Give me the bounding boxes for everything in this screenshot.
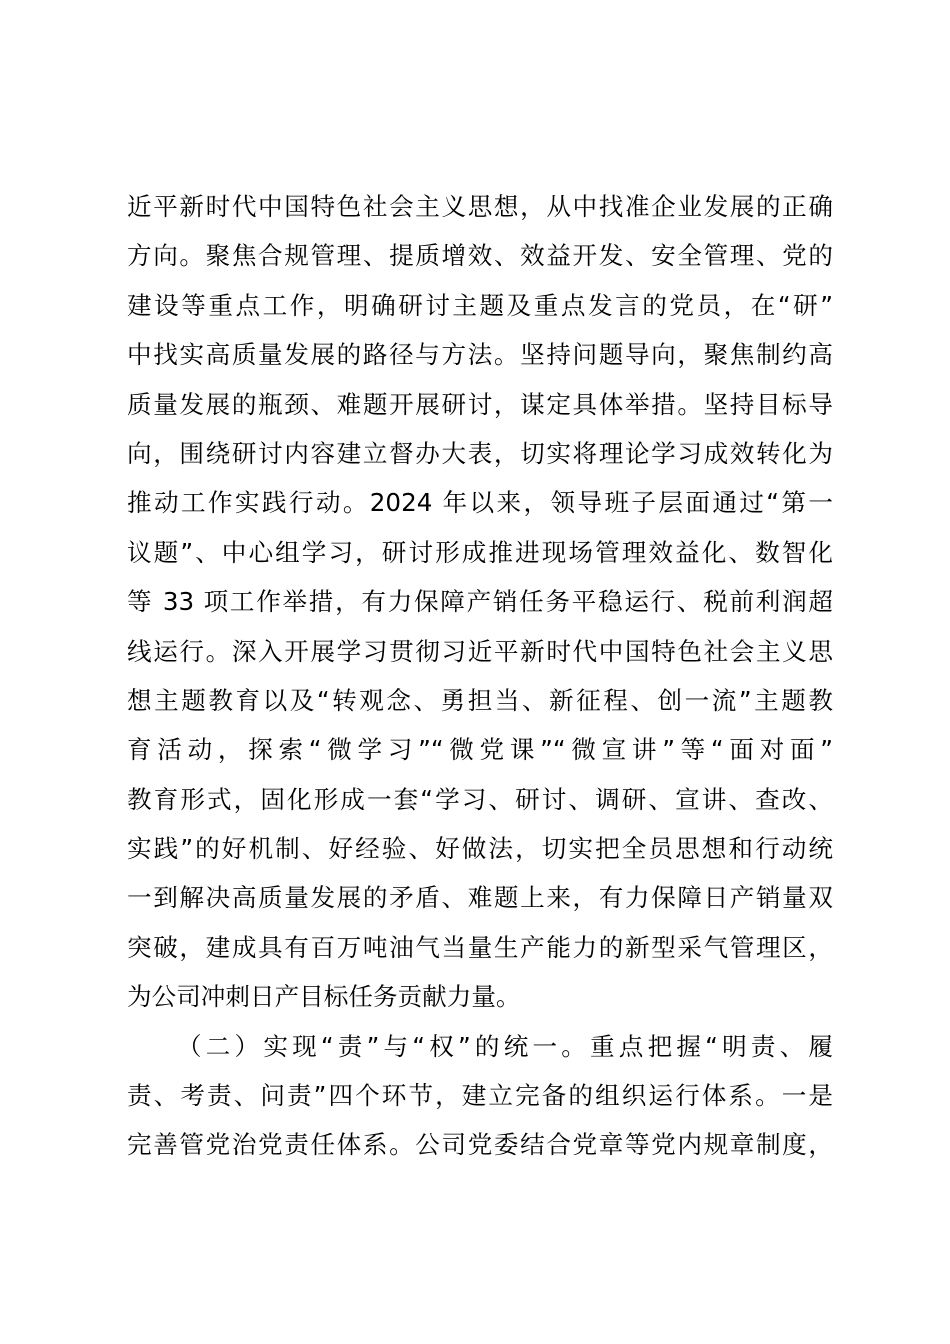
text-line: 教育形式，固化形成一套“学习、研讨、调研、宣讲、查改、 [127,784,833,814]
text-line: 责、考责、问责”四个环节，建立完备的组织运行体系。一是 [127,1081,833,1111]
text-line: 建设等重点工作，明确研讨主题及重点发言的党员，在“研” [127,290,833,320]
text-line: 突破，建成具有百万吨油气当量生产能力的新型采气管理区， [127,932,833,962]
text-line: 质量发展的瓶颈、难题开展研讨，谋定具体举措。坚持目标导 [127,389,833,419]
text-line: 中找实高质量发展的路径与方法。坚持问题导向，聚焦制约高 [127,340,833,370]
text-line: 实践”的好机制、好经验、好做法，切实把全员思想和行动统 [127,834,833,864]
text-line: 向，围绕研讨内容建立督办大表，切实将理论学习成效转化为 [127,438,833,468]
text-line: 线运行。深入开展学习贯彻习近平新时代中国特色社会主义思 [127,636,833,666]
text-line: 一到解决高质量发展的矛盾、难题上来，有力保障日产销量双 [127,883,833,913]
text-line: 育活动，探索“微学习”“微党课”“微宣讲”等“面对面” [127,735,833,765]
text-line: 方向。聚焦合规管理、提质增效、效益开发、安全管理、党的 [127,241,833,271]
text-line: 议题”、中心组学习，研讨形成推进现场管理效益化、数智化 [127,537,833,567]
body-text [127,182,833,1170]
text-line: 推动工作实践行动。2024 年以来，领导班子层面通过“第一 [127,488,833,518]
text-line: 等 33 项工作举措，有力保障产销任务平稳运行、税前利润超 [127,587,833,617]
text-line: 想主题教育以及“转观念、勇担当、新征程、创一流”主题教 [127,685,833,715]
paragraph-end-line: 为公司冲刺日产目标任务贡献力量。 [127,982,521,1012]
section-heading-line: （二）实现“责”与“权”的统一。重点把握“明责、履 [177,1031,833,1061]
text-line: 完善管党治党责任体系。公司党委结合党章等党内规章制度， [127,1130,833,1160]
text-line: 近平新时代中国特色社会主义思想，从中找准企业发展的正确 [127,192,833,221]
